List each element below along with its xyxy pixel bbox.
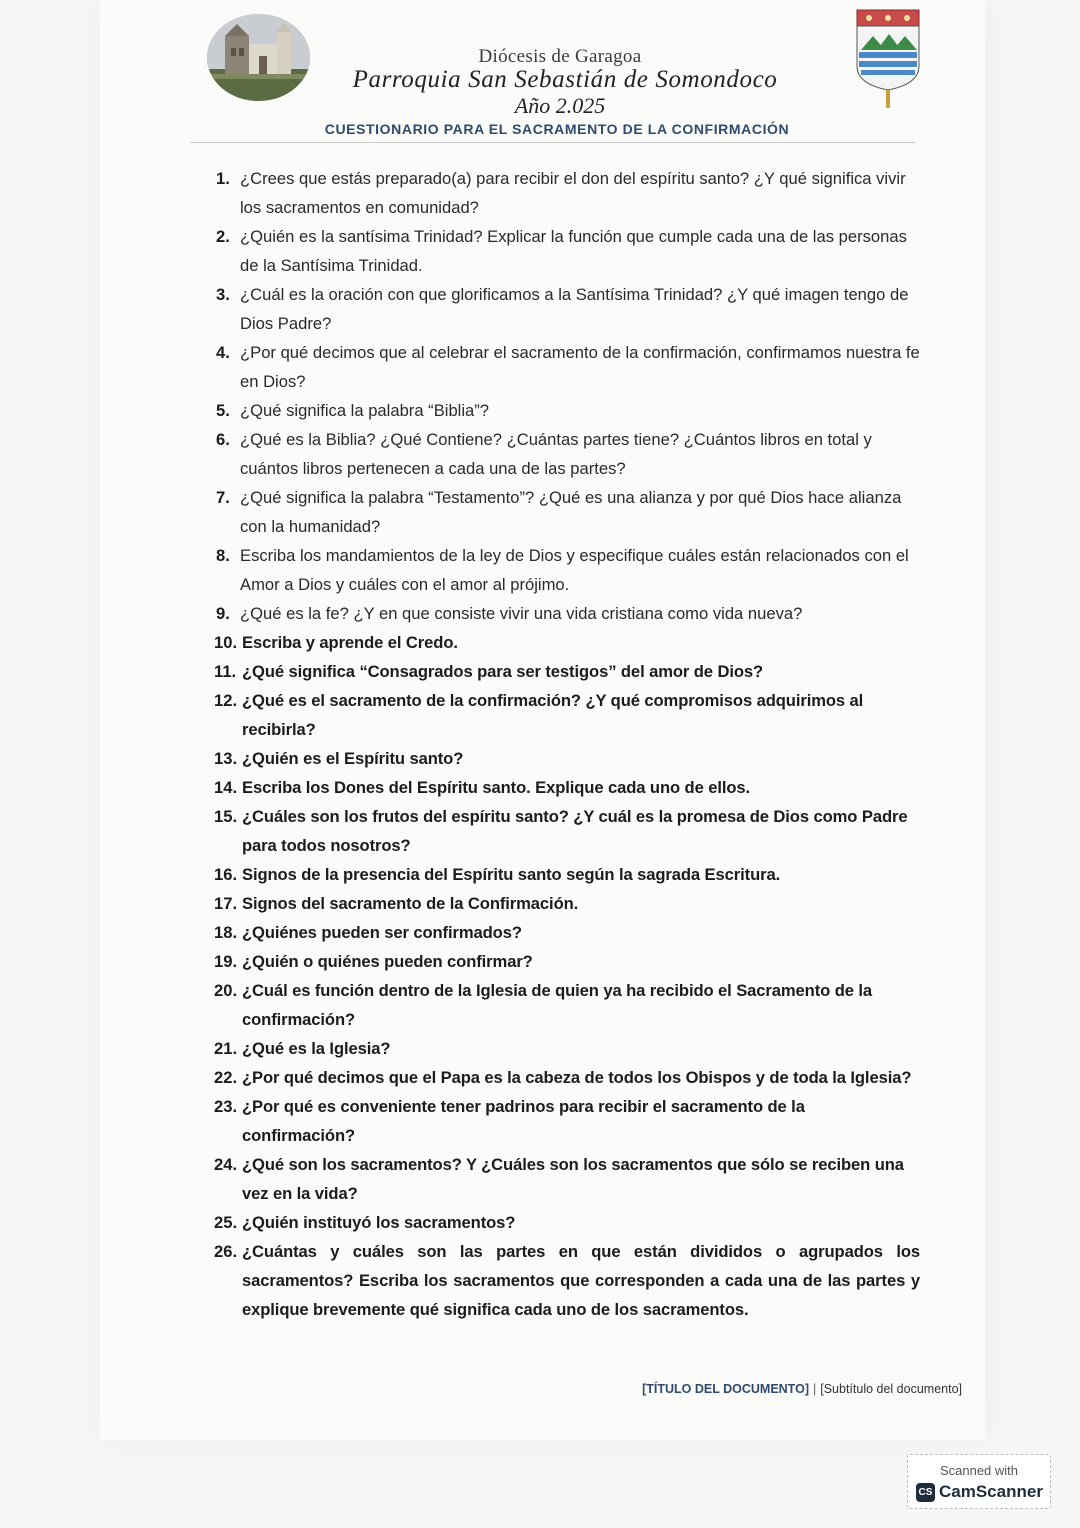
camscanner-badge xyxy=(907,1454,1051,1509)
question-text: ¿Por qué es conveniente tener padrinos para recibir el sacramento de la confirmación? xyxy=(242,1097,805,1145)
question-number: 9. xyxy=(216,604,230,623)
question-number: 3. xyxy=(216,285,230,304)
question-text: ¿Qué significa la palabra “Testamento”? ¿Qué es una alianza y por qué Dios hace alianza con la humanidad? xyxy=(240,488,902,536)
question-number: 2. xyxy=(216,227,230,246)
question-text: ¿Qué es la Iglesia? xyxy=(242,1039,391,1058)
question-text: ¿Qué significa “Consagrados para ser testigos” del amor de Dios? xyxy=(242,662,764,681)
question-item xyxy=(200,860,920,889)
question-text: ¿Por qué decimos que al celebrar el sacramento de la confirmación, confirmamos nuestra fe en Dios? xyxy=(240,343,920,391)
camscanner-logo-icon: CS xyxy=(916,1483,935,1502)
question-text: ¿Quién o quiénes pueden confirmar? xyxy=(242,952,533,971)
question-number: 20. xyxy=(214,981,238,1000)
question-number: 22. xyxy=(214,1068,238,1087)
question-number: 15. xyxy=(214,807,238,826)
question-number: 21. xyxy=(214,1039,238,1058)
question-item xyxy=(200,744,920,773)
question-number: 18. xyxy=(214,923,238,942)
question-number: 8. xyxy=(216,546,230,565)
question-text: ¿Qué es la Biblia? ¿Qué Contiene? ¿Cuántas partes tiene? ¿Cuántos libros en total y cuántos libros pertenecen a cada una de las partes? xyxy=(240,430,872,478)
question-number: 19. xyxy=(214,952,238,971)
question-text: ¿Cuántas y cuáles son las partes en que están divididos o agrupados los sacramentos? Escriba los sacramentos que corresponden a cada una de las partes y explique brevemente qué significa cada uno de los sacramentos. xyxy=(242,1242,920,1319)
question-text: ¿Quién es el Espíritu santo? xyxy=(242,749,464,768)
question-text: ¿Qué es la fe? ¿Y en que consiste vivir una vida cristiana como vida nueva? xyxy=(240,604,803,623)
question-number: 1. xyxy=(216,169,230,188)
question-text: ¿Qué son los sacramentos? Y ¿Cuáles son los sacramentos que sólo se reciben una vez en la vida? xyxy=(242,1155,904,1203)
question-item xyxy=(200,164,920,222)
question-item xyxy=(200,889,920,918)
question-item xyxy=(200,338,920,396)
question-item xyxy=(200,657,920,686)
question-item xyxy=(200,628,920,657)
question-item xyxy=(200,773,920,802)
parish-name: Parroquia San Sebastián de Somondoco xyxy=(352,66,778,93)
question-number: 24. xyxy=(214,1155,238,1174)
question-text: ¿Quién es la santísima Trinidad? Explicar la función que cumple cada una de las personas de la Santísima Trinidad. xyxy=(240,227,907,275)
question-item xyxy=(200,1063,920,1092)
question-text: Escriba los mandamientos de la ley de Dios y especifique cuáles están relacionados con el Amor a Dios y cuáles con el amor al prójimo. xyxy=(240,546,909,594)
document-footer xyxy=(642,1382,962,1396)
scanner-caption: Scanned with xyxy=(939,1463,1019,1478)
question-list xyxy=(200,164,920,1324)
question-item xyxy=(200,1092,920,1150)
year-label: Año 2.025 xyxy=(514,93,606,118)
footer-separator: | xyxy=(812,1382,817,1396)
question-item xyxy=(200,802,920,860)
header-divider xyxy=(190,142,915,143)
question-item xyxy=(200,396,920,425)
footer-doc-subtitle: [Subtítulo del documento] xyxy=(820,1382,962,1396)
question-item xyxy=(200,280,920,338)
question-item xyxy=(200,541,920,599)
question-text: ¿Quién instituyó los sacramentos? xyxy=(242,1213,516,1232)
question-item xyxy=(200,222,920,280)
question-item xyxy=(200,918,920,947)
question-number: 11. xyxy=(214,662,237,681)
question-item xyxy=(200,1034,920,1063)
question-number: 25. xyxy=(214,1213,238,1232)
question-text: ¿Crees que estás preparado(a) para recibir el don del espíritu santo? ¿Y qué significa vivir los sacramentos en comunidad? xyxy=(240,169,906,217)
question-text: ¿Cuáles son los frutos del espíritu santo? ¿Y cuál es la promesa de Dios como Padre para todos nosotros? xyxy=(242,807,908,855)
question-number: 13. xyxy=(214,749,238,768)
footer-doc-title: [TÍTULO DEL DOCUMENTO] xyxy=(642,1382,809,1396)
question-number: 23. xyxy=(214,1097,238,1116)
question-text: ¿Qué es el sacramento de la confirmación? ¿Y qué compromisos adquirimos al recibirla? xyxy=(242,691,864,739)
question-number: 16. xyxy=(214,865,238,884)
question-number: 12. xyxy=(214,691,238,710)
question-number: 7. xyxy=(216,488,230,507)
question-item xyxy=(200,599,920,628)
question-text: Signos del sacramento de la Confirmación. xyxy=(242,894,579,913)
question-item xyxy=(200,1150,920,1208)
question-number: 26. xyxy=(214,1242,238,1261)
question-number: 14. xyxy=(214,778,238,797)
diocese-name: Diócesis de Garagoa xyxy=(478,46,642,67)
question-item xyxy=(200,1237,920,1324)
question-item xyxy=(200,1208,920,1237)
question-item xyxy=(200,483,920,541)
question-item xyxy=(200,976,920,1034)
question-text: ¿Quiénes pueden ser confirmados? xyxy=(242,923,522,942)
question-item xyxy=(200,947,920,976)
scanner-brand: CamScanner xyxy=(939,1482,1043,1501)
question-text: Escriba los Dones del Espíritu santo. Explique cada uno de ellos. xyxy=(242,778,751,797)
question-text: Escriba y aprende el Credo. xyxy=(242,633,458,652)
question-text: ¿Qué significa la palabra “Biblia”? xyxy=(240,401,490,420)
question-item xyxy=(200,686,920,744)
question-text: ¿Cuál es función dentro de la Iglesia de quien ya ha recibido el Sacramento de la confirmación? xyxy=(242,981,873,1029)
question-item xyxy=(200,425,920,483)
question-number: 10. xyxy=(214,633,238,652)
document-subtitle: CUESTIONARIO PARA EL SACRAMENTO DE LA CONFIRMACIÓN xyxy=(324,121,790,137)
question-number: 6. xyxy=(216,430,230,449)
question-number: 5. xyxy=(216,401,230,420)
question-text: ¿Cuál es la oración con que glorificamos a la Santísima Trinidad? ¿Y qué imagen tengo de Dios Padre? xyxy=(240,285,909,333)
question-number: 4. xyxy=(216,343,230,362)
question-number: 17. xyxy=(214,894,238,913)
question-text: Signos de la presencia del Espíritu santo según la sagrada Escritura. xyxy=(242,865,781,884)
question-text: ¿Por qué decimos que el Papa es la cabeza de todos los Obispos y de toda la Iglesia? xyxy=(242,1068,912,1087)
